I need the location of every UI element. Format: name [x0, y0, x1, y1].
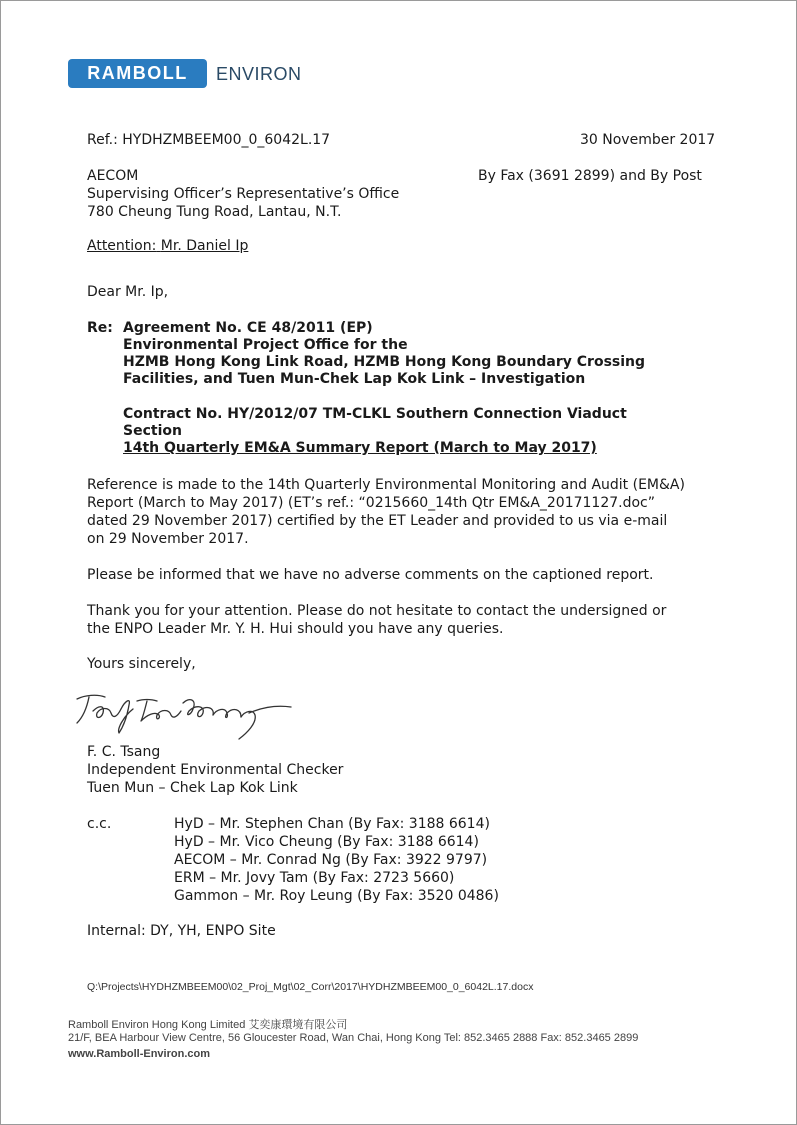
attention-name: Mr. Daniel Ip — [160, 238, 249, 254]
file-path: Q:\Projects\HYDHZMBEEM00\02_Proj_Mgt\02_Corr\2017\HYDHZMBEEM00_0_6042L.17.docx — [87, 981, 534, 993]
body-paragraph-line: the ENPO Leader Mr. Y. H. Hui should you have any queries. — [87, 621, 504, 637]
logo-brand-text: RAMBOLL — [87, 63, 188, 83]
cc-label: c.c. — [87, 816, 112, 832]
reference-number: Ref.: HYDHZMBEEM00_0_6042L.17 — [87, 132, 331, 148]
subject-line: Facilities, and Tuen Mun-Chek Lap Kok Link – Investigation — [123, 371, 586, 387]
signatory-project: Tuen Mun – Chek Lap Kok Link — [87, 780, 298, 796]
cc-entry: HyD – Mr. Vico Cheung (By Fax: 3188 6614) — [174, 834, 479, 850]
cc-entry: HyD – Mr. Stephen Chan (By Fax: 3188 6614) — [174, 816, 490, 832]
recipient-office: Supervising Officer’s Representative’s Office — [87, 186, 400, 202]
footer-company: Ramboll Environ Hong Kong Limited 艾奕康環境有限公司 — [68, 1019, 348, 1031]
subject-line: HZMB Hong Kong Link Road, HZMB Hong Kong Boundary Crossing — [123, 354, 646, 370]
cc-entry: Gammon – Mr. Roy Leung (By Fax: 3520 0486) — [174, 888, 499, 904]
body-paragraph-line: Report (March to May 2017) (ET’s ref.: “0215660_14th Qtr EM&A_20171127.doc” — [87, 495, 656, 511]
footer-address: 21/F, BEA Harbour View Centre, 56 Gloucester Road, Wan Chai, Hong Kong Tel: 852.3465 2888 Fax: 852.3465 2899 — [68, 1032, 639, 1044]
contract-line: Section — [123, 423, 182, 439]
footer-website: www.Ramboll-Environ.com — [68, 1048, 210, 1060]
contract-line: Contract No. HY/2012/07 TM-CLKL Southern Connection Viaduct — [123, 406, 627, 422]
body-paragraph-line: dated 29 November 2017) certified by the ET Leader and provided to us via e-mail — [87, 513, 668, 529]
signatory-title: Independent Environmental Checker — [87, 762, 344, 778]
report-title: 14th Quarterly EM&A Summary Report (March to May 2017) — [123, 440, 597, 456]
body-paragraph-line: Reference is made to the 14th Quarterly Environmental Monitoring and Audit (EM&A) — [87, 477, 685, 493]
subject-re-label: Re: — [87, 320, 113, 336]
cc-entry: ERM – Mr. Jovy Tam (By Fax: 2723 5660) — [174, 870, 455, 886]
letter-date: 30 November 2017 — [580, 132, 716, 148]
attention-label: Attention: — [87, 238, 157, 254]
delivery-method: By Fax (3691 2899) and By Post — [478, 168, 702, 184]
logo-division-text: ENVIRON — [216, 64, 302, 84]
ramboll-logo — [68, 59, 207, 88]
signatory-name: F. C. Tsang — [87, 744, 161, 760]
body-paragraph: Please be informed that we have no adverse comments on the captioned report. — [87, 567, 654, 583]
closing: Yours sincerely, — [87, 656, 196, 672]
cc-entry: AECOM – Mr. Conrad Ng (By Fax: 3922 9797) — [174, 852, 488, 868]
attention-line — [87, 238, 248, 254]
greeting: Dear Mr. Ip, — [87, 284, 169, 300]
recipient-address: 780 Cheung Tung Road, Lantau, N.T. — [87, 204, 342, 220]
subject-line: Agreement No. CE 48/2011 (EP) — [123, 320, 373, 336]
body-paragraph-line: Thank you for your attention. Please do not hesitate to contact the undersigned or — [87, 603, 667, 619]
body-paragraph-line: on 29 November 2017. — [87, 531, 249, 547]
handwritten-signature — [71, 689, 296, 741]
internal-distribution: Internal: DY, YH, ENPO Site — [87, 923, 276, 939]
subject-line: Environmental Project Office for the — [123, 337, 408, 353]
recipient-company: AECOM — [87, 168, 139, 184]
